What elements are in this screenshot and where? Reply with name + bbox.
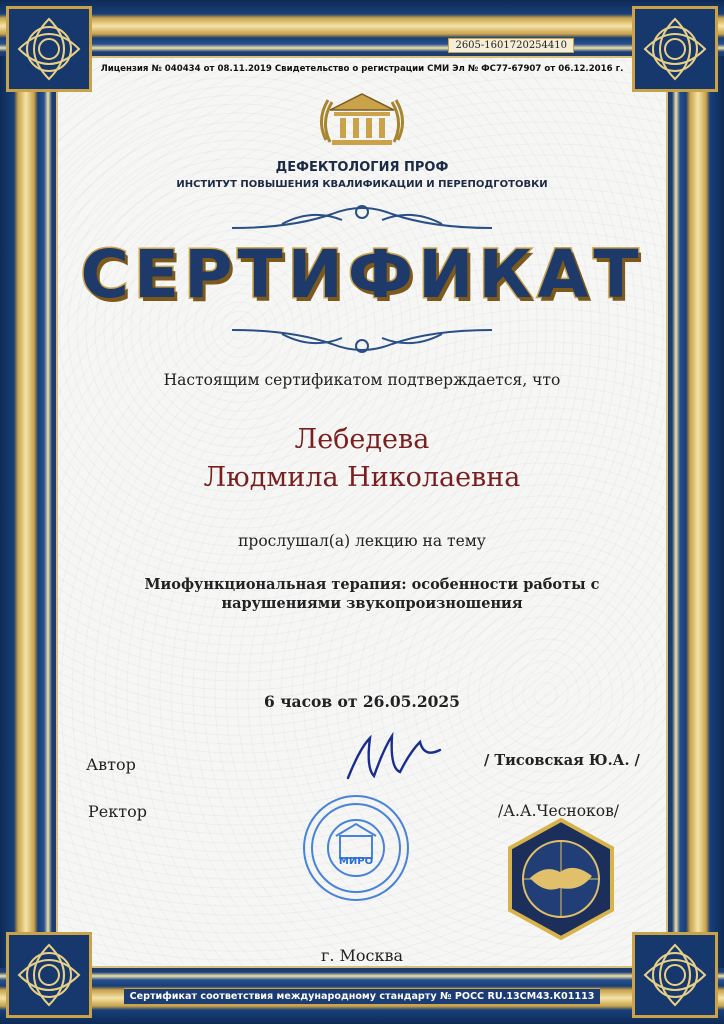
registration-number: 2605-1601720254410 [448, 38, 574, 53]
recipient-last-name: Лебедева [294, 424, 430, 455]
author-label: Автор [86, 755, 136, 774]
action-text: прослушал(а) лекцию на тему [238, 532, 486, 550]
organization-subtitle: ИНСТИТУТ ПОВЫШЕНИЯ КВАЛИФИКАЦИИ И ПЕРЕПОДГОТОВКИ [176, 179, 548, 190]
bottom-flourish-icon [0, 322, 724, 362]
city-text: г. Москва [320, 946, 404, 965]
corner-ornament-icon [632, 6, 718, 92]
registry-badge-icon [500, 818, 622, 940]
author-signature-icon [340, 728, 450, 792]
corner-ornament-icon [6, 6, 92, 92]
stamp-label: МИРО [338, 856, 374, 867]
stamp-icon [300, 792, 412, 904]
duration-text: 6 часов от 26.05.2025 [264, 692, 460, 711]
license-line: Лицензия № 040434 от 08.11.2019 Свидетельство о регистрации СМИ Эл № ФС77-67907 от 06.12.2016 г. [100, 64, 624, 74]
corner-ornament-icon [6, 932, 92, 1018]
organization-name: ДЕФЕКТОЛОГИЯ ПРОФ [275, 160, 449, 175]
corner-ornament-icon [632, 932, 718, 1018]
top-flourish-icon [0, 200, 724, 240]
author-name: / Тисовская Ю.А. / [484, 752, 640, 769]
top-border [0, 0, 724, 56]
recipient-first-middle-name: Людмила Николаевна [203, 462, 521, 493]
institute-logo-icon [312, 90, 412, 154]
intro-text: Настоящим сертификатом подтверждается, что [163, 371, 561, 389]
lecture-topic: Миофункциональная терапия: особенности работы с нарушениями звукопроизношения [144, 576, 600, 612]
certificate-title: СЕРТИФИКАТ [80, 236, 644, 313]
rector-label: Ректор [88, 802, 147, 821]
footer-standard: Сертификат соответствия международному стандарту № РОСС RU.13СМ43.К01113 [124, 988, 600, 1005]
rector-name: /А.А.Чесноков/ [498, 802, 620, 820]
